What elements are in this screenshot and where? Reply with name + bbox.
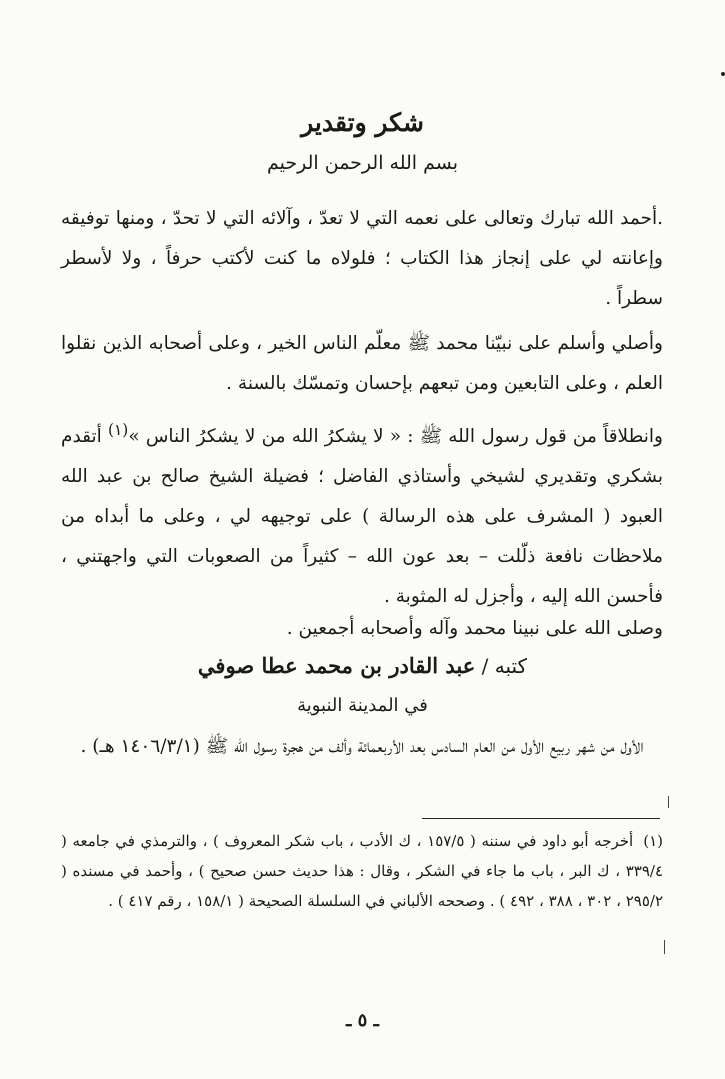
signature-line [0, 653, 725, 678]
gratitude-text-end: أتقدم بشكري وتقديري لشيخي وأستاذي الفاضل ؛ فضيلة الشيخ صالح بن عبد الله العبود ( المشرف على هذه الرسالة ) على توجيهه لي ، وعلى ما أبداه من ملاحظات نافعة ذلّلت – بعد عون الله – كثيراً من الصعوبات التي واجهتني ، فأحسن الله إليه ، وأجزل له المثوبة . [61, 426, 663, 608]
paragraph-praise: .أحمد الله تبارك وتعالى على نعمه التي لا تعدّ ، وآلائه التي لا تحدّ ، ومنها توفيقه وإعانته لي على إنجاز هذا الكتاب ؛ فلولاه ما كنت لأكتب حرفاً ، ولا لأسطر سطراً . [61, 208, 663, 309]
edge-dot [721, 72, 725, 76]
author-name: عبد القادر بن محمد عطا صوفي [197, 653, 476, 678]
margin-mark [668, 796, 669, 808]
footnote [61, 826, 663, 916]
margin-mark [664, 940, 665, 954]
footnote-number: (١) [643, 832, 663, 850]
gratitude-text-start: وانطلاقاً من قول رسول الله ﷺ : « لا يشكرُ الله من لا يشكرُ الناس » [128, 426, 663, 448]
signature-place: في المدينة النبوية [297, 695, 428, 716]
signature-date: الأول من شهر ربيع الأول من العام السادس بعد الأربعمائة وألف من هجرة رسول الله ﷺ (١٤٠٦/٣/١ هـ) . [80, 736, 644, 757]
page-title: شكر وتقدير [301, 108, 424, 137]
footnote-divider [422, 818, 660, 819]
signature-prefix: كتبه / [475, 654, 528, 678]
paragraph-closing-prayer: وصلى الله على نبينا محمد وآله وأصحابه أجمعين . [286, 618, 663, 639]
footnote-reference[interactable]: (١) [108, 421, 129, 439]
page-number: ـ ٥ ـ [346, 1010, 379, 1031]
basmala: بسم الله الرحمن الرحيم [267, 152, 458, 174]
footnote-text: أخرجه أبو داود في سننه ( ١٥٧/٥ ، ك الأدب ، باب شكر المعروف ) ، والترمذي في جامعه ( ٣٣٩/٤ ، ك البر ، باب ما جاء في الشكر ، وقال : هذا حديث حسن صحيح ) ، وأحمد في مسنده ( ٢٩٥/٢ ، ٣٠٢ ، ٣٨٨ ، ٤٩٢ ) . وصححه الألباني في السلسلة الصحيحة ( ١٥٨/١ ، رقم ٤١٧ ) . [61, 832, 663, 910]
paragraph-salutation: وأصلي وأسلم على نبيّنا محمد ﷺ معلّم الناس الخير ، وعلى أصحابه الذين نقلوا العلم ، وعلى التابعين ومن تبعهم بإحسان وتمسّك بالسنة . [61, 333, 663, 394]
paragraph-gratitude [61, 410, 663, 617]
